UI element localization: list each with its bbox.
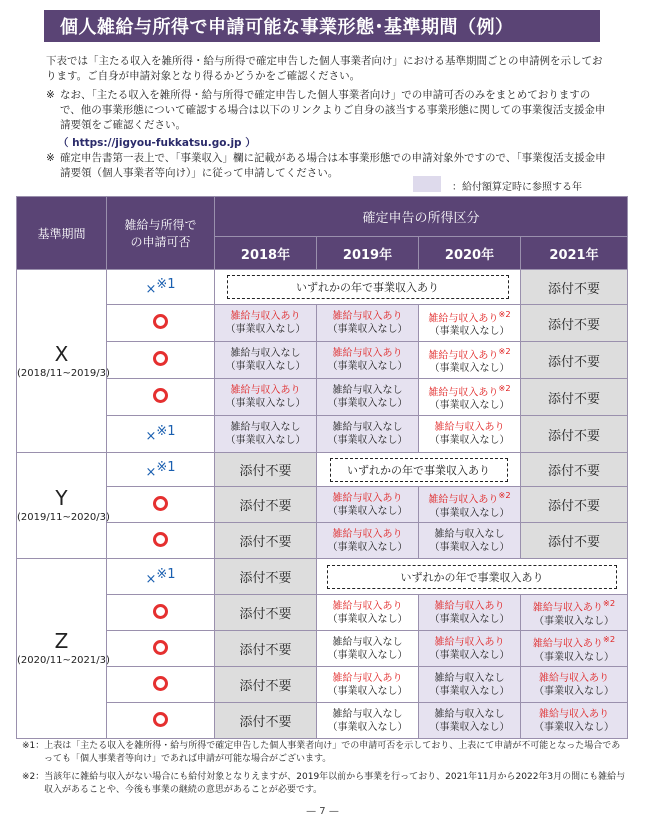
note-b-text: 確定申告書第一表上で、「事業収入」欄に記載がある場合は本事業形態での申請対象外ですので、「事業復活支援金申請要領（個人事業者等向け）」に従って申請してください。 (60, 152, 606, 179)
header-period: 基準期間 (17, 197, 107, 270)
note-a-mark: ※ (46, 89, 55, 101)
footnote-1-text: ※1：上表は「主たる収入を雑所得・給与所得で確定申告した個人事業者向け」での申請可否を示しており、上表にて申請が不可能となった場合であっても「個人事業者等向け」であれば申請が可能な場合がございます。 (22, 741, 621, 764)
circle-icon (153, 676, 168, 691)
period-z-name: Z (54, 629, 69, 653)
page-number: — 7 — (306, 806, 339, 817)
period-x-range: (2018/11~2019/3) (17, 367, 110, 379)
any-year-box: いずれかの年で事業収入あり (327, 565, 617, 589)
period-x (17, 270, 110, 453)
circle-icon (153, 351, 168, 366)
eligibility-ok (107, 631, 215, 667)
income-cell: 雑給与収入あり$^{※2}$ （事業収入なし） (419, 305, 521, 342)
eligibility-ok (107, 523, 215, 559)
period-x-name: X (54, 341, 69, 366)
not-needed-cell: 添付不要 (215, 559, 317, 595)
eligibility-cross: ×$^{※1}$ (107, 453, 215, 487)
eligibility-cross: ×$^{※1}$ (107, 559, 215, 595)
period-z-range: (2020/11~2021/3) (17, 655, 110, 666)
circle-icon (153, 640, 168, 655)
header-income-category: 確定申告の所得区分 (215, 197, 628, 237)
income-cell: 雑給与収入あり$^{※2}$ （事業収入なし） (419, 487, 521, 523)
circle-icon (153, 496, 168, 511)
income-cell: 雑給与収入なし （事業収入なし） (317, 703, 419, 739)
income-cell: 雑給与収入あり （事業収入なし） (521, 703, 628, 739)
cross-icon: × (145, 282, 157, 297)
income-cell: 雑給与収入あり （事業収入なし） (317, 523, 419, 559)
income-cell: 雑給与収入あり （事業収入なし） (317, 595, 419, 631)
eligibility-ok (107, 342, 215, 379)
legend-swatch (413, 176, 441, 192)
circle-icon (153, 604, 168, 619)
footnote-2 (22, 771, 627, 797)
not-needed-cell: 添付不要 (521, 305, 628, 342)
income-cell: 雑給与収入なし （事業収入なし） (419, 667, 521, 703)
period-z (17, 559, 110, 739)
period-y (17, 453, 110, 559)
not-needed-cell: 添付不要 (521, 487, 628, 523)
note-a-text: なお、「主たる収入を雑所得・給与所得で確定申告した個人事業者向け」での申請可否のみをまとめておりますので、他の事業形態について確認する場合は以下のリンクよりご自身の該当する事業形態に関しての事業復活支援金申請要領をご確認ください。 (60, 89, 606, 131)
eligibility-ok (107, 703, 215, 739)
circle-icon (153, 532, 168, 547)
not-needed-cell: 添付不要 (521, 379, 628, 416)
income-cell: 雑給与収入なし （事業収入なし） (215, 416, 317, 453)
income-cell: 雑給与収入あり （事業収入なし） (215, 305, 317, 342)
not-needed-cell: 添付不要 (521, 270, 628, 305)
header-year-2020: 2020年 (419, 237, 521, 270)
income-cell: 雑給与収入あり （事業収入なし） (317, 487, 419, 523)
period-y-name: Y (55, 486, 68, 510)
any-year-box: いずれかの年で事業収入あり (227, 275, 509, 299)
period-table (16, 196, 628, 739)
site-link[interactable]: （ https://jigyou-fukkatsu.go.jp ） (58, 137, 256, 149)
not-needed-cell: 添付不要 (521, 342, 628, 379)
not-needed-cell: 添付不要 (521, 453, 628, 487)
income-cell: 雑給与収入なし （事業収入なし） (317, 416, 419, 453)
note-a (46, 88, 606, 133)
header-year-2021: 2021年 (521, 237, 628, 270)
income-cell: 雑給与収入あり （事業収入なし） (419, 631, 521, 667)
income-cell: 雑給与収入あり$^{※2}$ （事業収入なし） (419, 342, 521, 379)
cross-icon: × (145, 464, 157, 480)
note-b-mark: ※ (46, 152, 55, 164)
cross-icon: × (145, 429, 157, 444)
period-y-range: (2019/11~2020/3) (17, 512, 110, 523)
page-title: 個人雑給与所得で申請可能な事業形態･基準期間（例） (44, 10, 600, 42)
not-needed-cell: 添付不要 (215, 703, 317, 739)
income-cell: 雑給与収入あり$^{※2}$ （事業収入なし） (521, 631, 628, 667)
income-cell: 雑給与収入あり （事業収入なし） (215, 379, 317, 416)
income-cell: 雑給与収入なし （事業収入なし） (419, 523, 521, 559)
header-year-2018: 2018年 (215, 237, 317, 270)
eligibility-ok (107, 667, 215, 703)
income-cell: 雑給与収入あり$^{※2}$ （事業収入なし） (419, 379, 521, 416)
not-needed-cell: 添付不要 (521, 523, 628, 559)
header-year-2019: 2019年 (317, 237, 419, 270)
income-cell: 雑給与収入なし （事業収入なし） (419, 703, 521, 739)
eligibility-ok (107, 305, 215, 342)
not-needed-cell: 添付不要 (215, 523, 317, 559)
circle-icon (153, 712, 168, 727)
income-cell: 雑給与収入あり （事業収入なし） (521, 667, 628, 703)
income-cell: 雑給与収入あり （事業収入なし） (419, 416, 521, 453)
any-year-cell (215, 270, 521, 305)
income-cell: 雑給与収入なし （事業収入なし） (215, 342, 317, 379)
legend-text: ：給付額算定時に参照する年 (452, 182, 582, 193)
eligibility-cross: ×$^{※1}$ (107, 416, 215, 453)
income-cell: 雑給与収入あり （事業収入なし） (317, 667, 419, 703)
not-needed-cell: 添付不要 (215, 631, 317, 667)
eligibility-ok (107, 487, 215, 523)
income-cell: 雑給与収入あり （事業収入なし） (317, 342, 419, 379)
income-cell: 雑給与収入なし （事業収入なし） (317, 631, 419, 667)
not-needed-cell: 添付不要 (521, 416, 628, 453)
eligibility-cross: ×$^{※1}$ (107, 270, 215, 305)
income-cell: 雑給与収入あり （事業収入なし） (419, 595, 521, 631)
income-cell: 雑給与収入なし （事業収入なし） (317, 379, 419, 416)
circle-icon (153, 388, 168, 403)
eligibility-ok (107, 595, 215, 631)
not-needed-cell: 添付不要 (215, 595, 317, 631)
not-needed-cell: 添付不要 (215, 453, 317, 487)
not-needed-cell: 添付不要 (215, 667, 317, 703)
header-eligibility: 雑給与所得での申請可否 (107, 197, 215, 270)
any-year-cell (317, 559, 628, 595)
income-cell: 雑給与収入あり （事業収入なし） (317, 305, 419, 342)
intro-text: 下表では「主たる収入を雑所得・給与所得で確定申告した個人事業者向け」における基準期間ごとの申請例を示しております。ご自身が申請対象となり得るかどうかをご確認ください。 (46, 55, 603, 82)
cross-icon: × (145, 571, 157, 587)
footnote-1 (22, 740, 627, 766)
income-cell: 雑給与収入あり$^{※2}$ （事業収入なし） (521, 595, 628, 631)
not-needed-cell: 添付不要 (215, 487, 317, 523)
any-year-box: いずれかの年で事業収入あり (330, 458, 508, 482)
note-b (46, 151, 606, 181)
footnote-2-text: ※2：当該年に雑給与収入がない場合にも給付対象となりえますが、2019年以前から事業を行っており、2021年11月から2022年3月の間にも雑給与収入があることや、今後も事業の継続の意思があることが必要です。 (22, 772, 626, 795)
eligibility-ok (107, 379, 215, 416)
any-year-cell (317, 453, 521, 487)
circle-icon (153, 314, 168, 329)
